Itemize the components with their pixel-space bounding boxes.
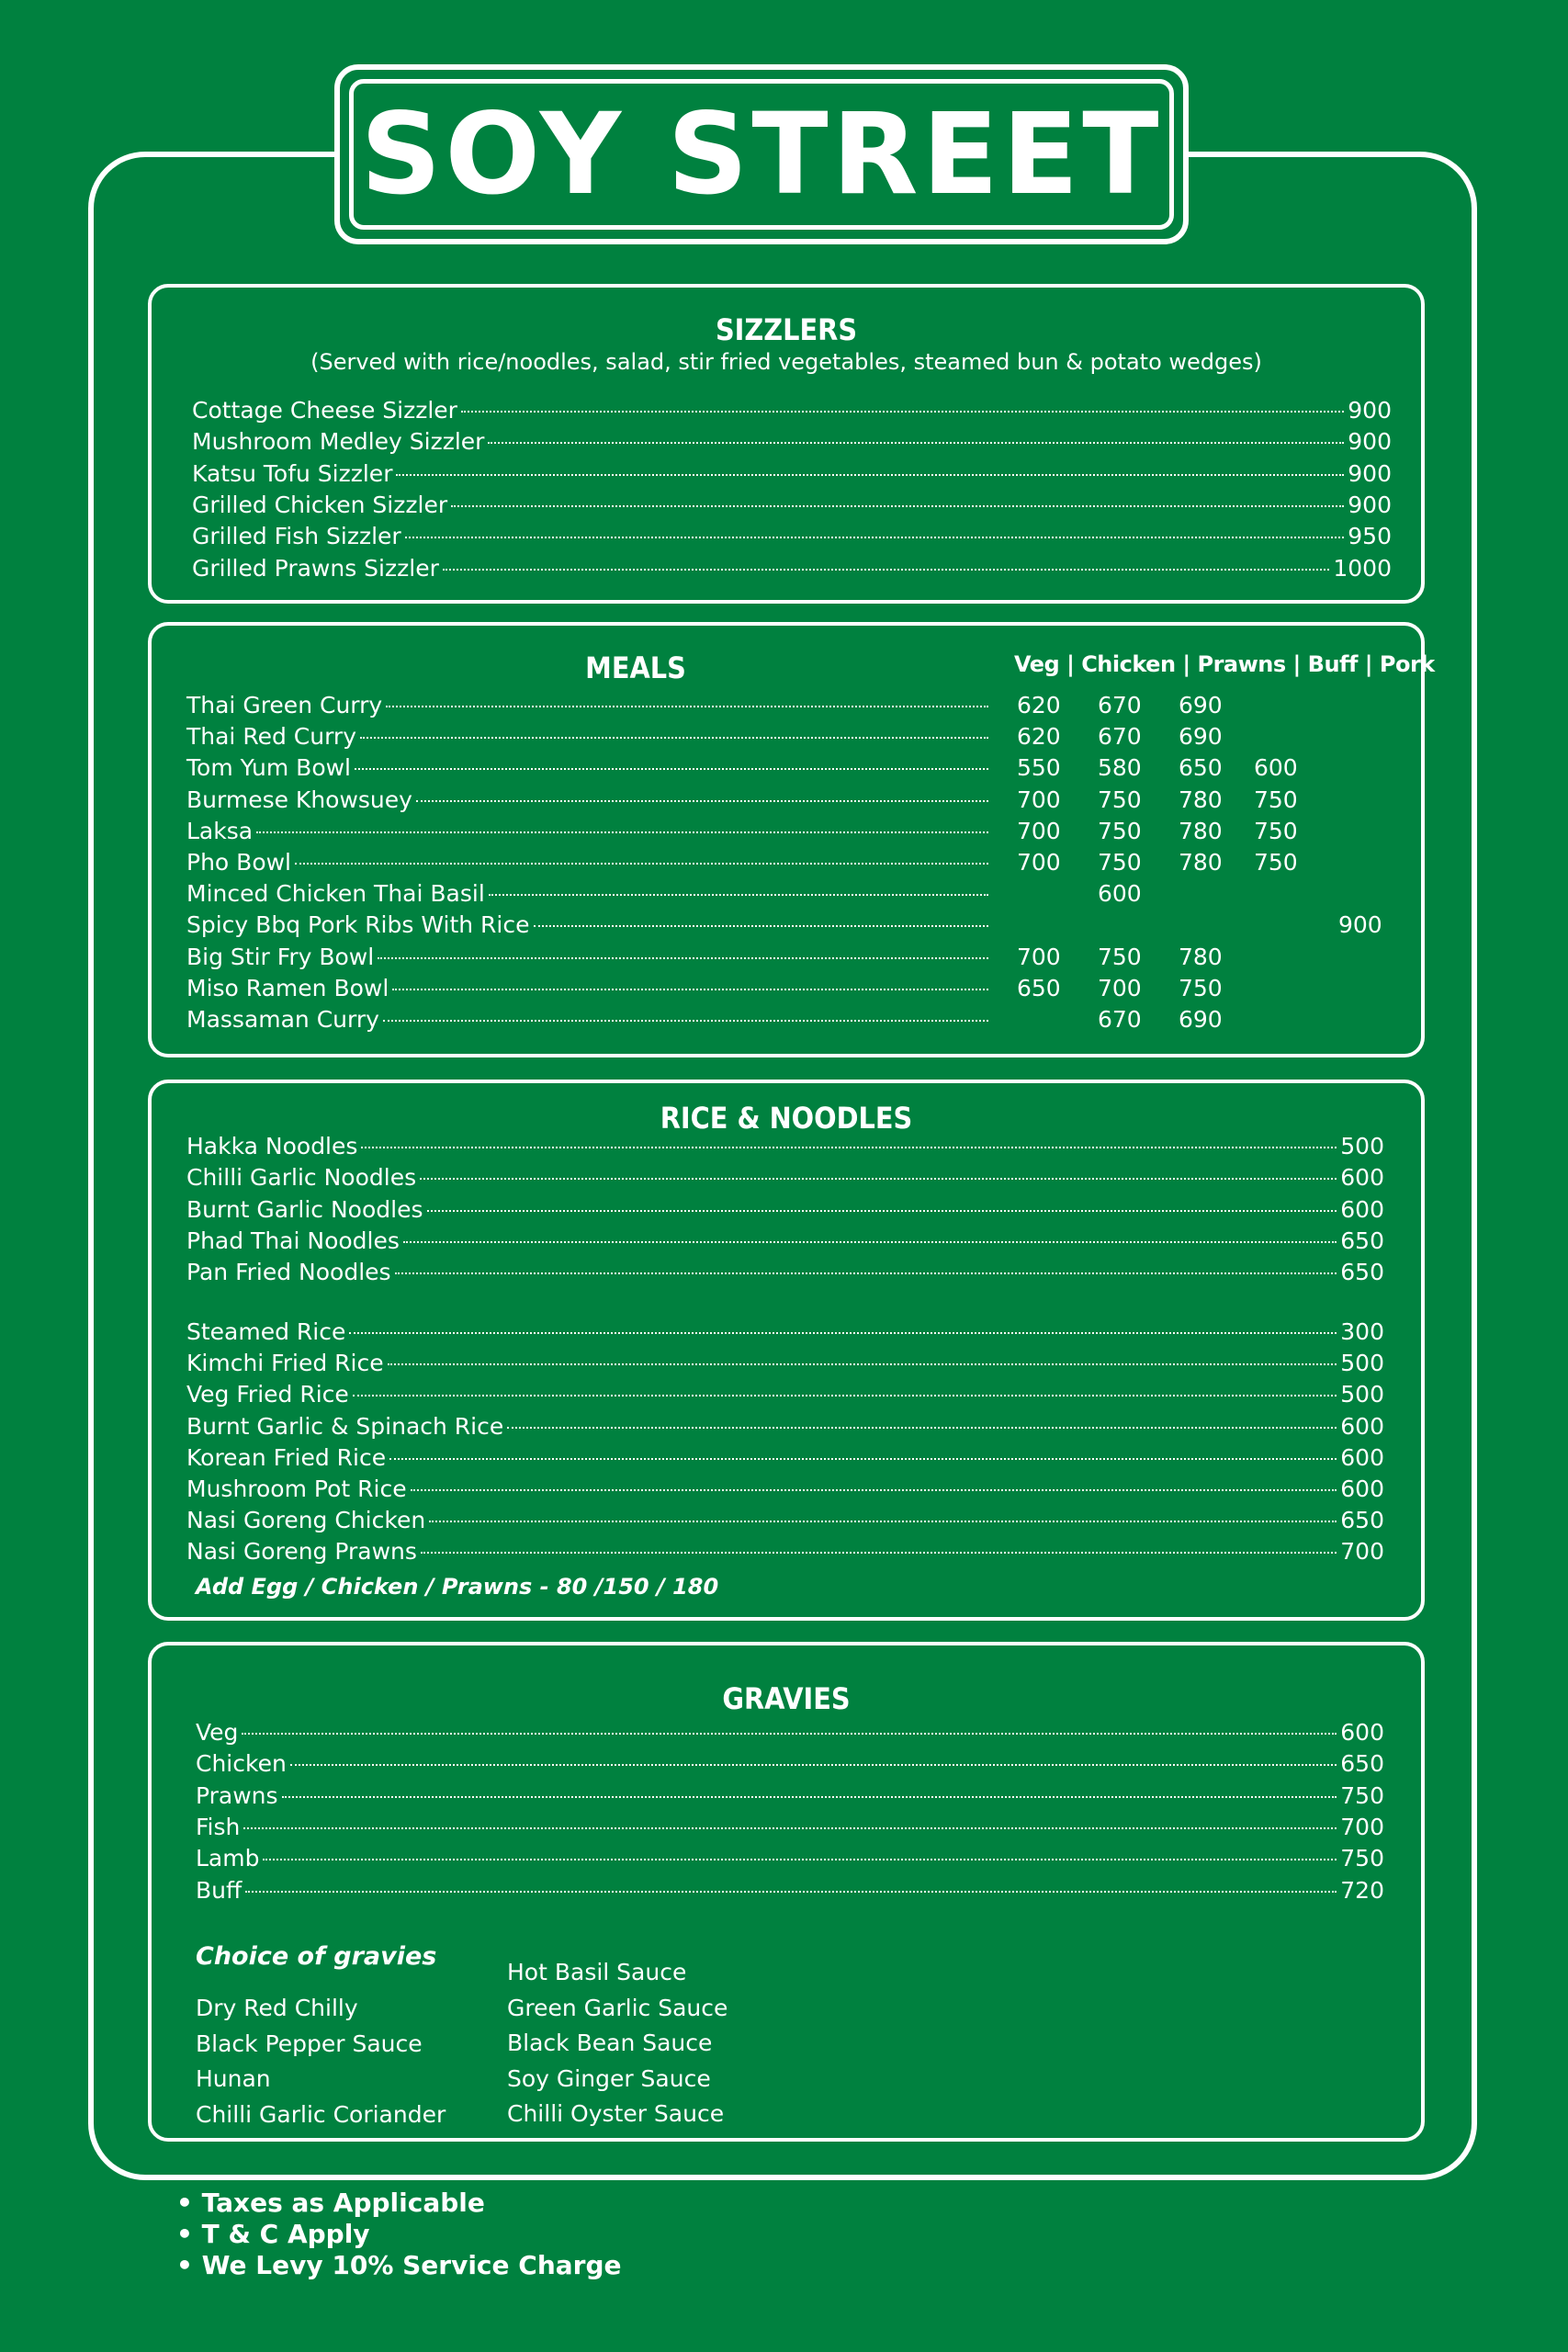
meals-title: MEALS xyxy=(585,650,686,685)
item-name: Pho Bowl xyxy=(186,849,292,876)
meal-row xyxy=(186,910,988,941)
meal-row xyxy=(186,816,988,847)
dot-leader xyxy=(421,1552,1337,1554)
price-chicken: 670 xyxy=(1098,692,1142,718)
menu-row xyxy=(196,1812,1384,1843)
dot-leader xyxy=(507,1427,1337,1429)
item-price: 900 xyxy=(1348,491,1392,518)
meal-row xyxy=(186,973,988,1004)
item-name: Miso Ramen Bowl xyxy=(186,974,389,1001)
gravy-choice: Dry Red Chilly xyxy=(196,1995,358,2021)
item-name: Veg Fried Rice xyxy=(186,1381,349,1408)
price-prawns: 780 xyxy=(1179,786,1223,813)
menu-row xyxy=(196,1843,1384,1874)
price-chicken: 670 xyxy=(1098,1006,1142,1033)
price-chicken: 750 xyxy=(1098,786,1142,813)
item-price: 950 xyxy=(1348,523,1392,550)
menu-row xyxy=(186,1131,1384,1162)
menu-row xyxy=(186,1379,1384,1410)
price-buff: 750 xyxy=(1254,849,1298,876)
item-name: Katsu Tofu Sizzler xyxy=(192,459,393,487)
item-name: Mushroom Pot Rice xyxy=(186,1476,407,1502)
item-price: 900 xyxy=(1348,397,1392,424)
gravy-choice: Chilli Oyster Sauce xyxy=(507,2100,725,2127)
dot-leader xyxy=(388,1363,1337,1365)
price-chicken: 750 xyxy=(1098,943,1142,970)
dot-leader xyxy=(403,1241,1337,1243)
menu-row xyxy=(192,458,1392,490)
price-veg: 620 xyxy=(1017,723,1061,751)
item-name: Thai Red Curry xyxy=(186,723,356,751)
brand-logo-inner xyxy=(349,79,1174,230)
item-name: Cottage Cheese Sizzler xyxy=(192,397,457,424)
meal-row xyxy=(186,1004,988,1035)
item-price: 300 xyxy=(1340,1318,1384,1345)
item-price: 650 xyxy=(1340,1507,1384,1534)
item-price: 500 xyxy=(1340,1381,1384,1408)
dot-leader xyxy=(411,1489,1337,1491)
item-price: 900 xyxy=(1348,459,1392,487)
dot-leader xyxy=(451,505,1344,507)
item-price: 600 xyxy=(1340,1412,1384,1440)
item-price: 700 xyxy=(1340,1538,1384,1566)
item-name: Kimchi Fried Rice xyxy=(186,1350,384,1377)
item-name: Big Stir Fry Bowl xyxy=(186,943,375,970)
gravy-choice: Chilli Garlic Coriander xyxy=(196,2100,446,2128)
menu-row xyxy=(196,1781,1384,1812)
footer-note: • Taxes as Applicable xyxy=(176,2188,485,2218)
item-name: Minced Chicken Thai Basil xyxy=(186,880,485,908)
price-chicken: 670 xyxy=(1098,723,1142,751)
menu-row xyxy=(186,1257,1384,1288)
item-price: 650 xyxy=(1340,1227,1384,1254)
item-price: 750 xyxy=(1340,1845,1384,1872)
gravies-section xyxy=(148,1642,1425,2142)
price-veg: 620 xyxy=(1017,692,1061,718)
menu-row xyxy=(186,1411,1384,1442)
price-prawns: 780 xyxy=(1179,943,1223,970)
price-pork: 900 xyxy=(1338,911,1382,939)
sizzlers-section xyxy=(148,284,1425,604)
menu-row xyxy=(192,490,1392,521)
price-chicken: 600 xyxy=(1098,880,1142,908)
item-price: 600 xyxy=(1340,1195,1384,1223)
meals-section xyxy=(148,622,1435,1057)
item-price: 500 xyxy=(1340,1133,1384,1159)
addon-note: Add Egg / Chicken / Prawns - 80 /150 / 180 xyxy=(196,1574,719,1600)
item-name: Chilli Garlic Noodles xyxy=(186,1164,417,1192)
gravy-choice: Hunan xyxy=(196,2065,271,2092)
dot-leader xyxy=(392,989,988,990)
dot-leader xyxy=(488,442,1344,444)
price-prawns: 780 xyxy=(1179,849,1223,876)
price-prawns: 650 xyxy=(1179,754,1223,782)
dot-leader xyxy=(389,1458,1337,1460)
item-price: 750 xyxy=(1340,1781,1384,1809)
item-name: Grilled Fish Sizzler xyxy=(192,523,401,550)
item-name: Hakka Noodles xyxy=(186,1133,358,1159)
price-chicken: 750 xyxy=(1098,817,1142,844)
gravy-choice: Green Garlic Sauce xyxy=(507,1994,728,2021)
footer-note: • We Levy 10% Service Charge xyxy=(176,2250,622,2280)
price-veg: 650 xyxy=(1017,974,1061,1001)
dot-leader xyxy=(263,1859,1337,1860)
price-chicken: 750 xyxy=(1098,849,1142,876)
dot-leader xyxy=(243,1827,1337,1829)
dot-leader xyxy=(427,1210,1337,1212)
gravy-choice: Soy Ginger Sauce xyxy=(507,2064,711,2092)
menu-row xyxy=(192,521,1392,552)
price-prawns: 690 xyxy=(1179,692,1223,718)
menu-row xyxy=(186,1505,1384,1536)
item-name: Spicy Bbq Pork Ribs With Rice xyxy=(186,911,530,939)
menu-row xyxy=(186,1348,1384,1379)
rice-noodles-section xyxy=(148,1080,1425,1621)
price-buff: 750 xyxy=(1254,786,1298,813)
item-price: 500 xyxy=(1340,1350,1384,1377)
item-price: 600 xyxy=(1340,1164,1384,1192)
item-name: Buff xyxy=(196,1876,243,1904)
item-name: Nasi Goreng Chicken xyxy=(186,1507,426,1534)
item-name: Thai Green Curry xyxy=(186,692,383,718)
dot-leader xyxy=(534,925,989,927)
dot-leader xyxy=(242,1733,1337,1735)
price-veg: 550 xyxy=(1017,754,1061,782)
brand-logo xyxy=(334,64,1189,244)
menu-row xyxy=(196,1748,1384,1780)
item-price: 600 xyxy=(1340,1719,1384,1746)
menu-row xyxy=(186,1317,1384,1348)
item-name: Fish xyxy=(196,1813,241,1840)
item-name: Burnt Garlic Noodles xyxy=(186,1195,423,1223)
meals-column-header: Veg | Chicken | Prawns | Buff | Pork xyxy=(1014,651,1435,677)
item-name: Chicken xyxy=(196,1750,287,1778)
item-name: Korean Fried Rice xyxy=(186,1443,387,1471)
price-prawns: 780 xyxy=(1179,817,1223,844)
dot-leader xyxy=(245,1891,1337,1893)
dot-leader xyxy=(361,1147,1337,1148)
item-price: 650 xyxy=(1340,1750,1384,1778)
dot-leader xyxy=(396,474,1344,476)
item-price: 900 xyxy=(1348,428,1392,456)
item-name: Pan Fried Noodles xyxy=(186,1259,391,1286)
item-price: 720 xyxy=(1340,1876,1384,1904)
item-price: 600 xyxy=(1340,1443,1384,1471)
dot-leader xyxy=(349,1332,1337,1334)
item-price: 650 xyxy=(1340,1259,1384,1286)
price-buff: 750 xyxy=(1254,817,1298,844)
item-name: Mushroom Medley Sizzler xyxy=(192,428,485,456)
price-veg: 700 xyxy=(1017,817,1061,844)
item-price: 700 xyxy=(1340,1813,1384,1840)
meal-row xyxy=(186,785,988,816)
item-name: Phad Thai Noodles xyxy=(186,1227,400,1254)
choice-of-gravies-title: Choice of gravies xyxy=(196,1942,437,1971)
menu-row xyxy=(186,1442,1384,1474)
gravy-choice: Black Bean Sauce xyxy=(507,2030,713,2056)
item-name: Lamb xyxy=(196,1845,260,1872)
price-veg: 700 xyxy=(1017,943,1061,970)
item-name: Nasi Goreng Prawns xyxy=(186,1538,417,1566)
item-name: Burmese Khowsuey xyxy=(186,786,412,813)
menu-row xyxy=(192,395,1392,426)
menu-row xyxy=(186,1536,1384,1567)
meal-row xyxy=(186,942,988,973)
item-name: Grilled Prawns Sizzler xyxy=(192,554,439,582)
sizzlers-title: SIZZLERS xyxy=(715,312,858,347)
menu-row xyxy=(192,426,1392,458)
gravy-choice: Black Pepper Sauce xyxy=(196,2030,423,2057)
price-veg: 700 xyxy=(1017,849,1061,876)
item-price: 1000 xyxy=(1333,554,1392,582)
dot-leader xyxy=(355,768,988,770)
price-prawns: 690 xyxy=(1179,723,1223,751)
price-prawns: 690 xyxy=(1179,1006,1223,1033)
sizzlers-subtitle: (Served with rice/noodles, salad, stir fried vegetables, steamed bun & potato wedges) xyxy=(310,349,1262,375)
dot-leader xyxy=(290,1764,1337,1766)
dot-leader xyxy=(256,831,988,833)
menu-row xyxy=(186,1474,1384,1505)
gravies-title: GRAVIES xyxy=(722,1681,851,1716)
dot-leader xyxy=(295,863,988,865)
dot-leader xyxy=(489,894,988,896)
dot-leader xyxy=(282,1796,1337,1798)
menu-row xyxy=(196,1875,1384,1906)
meal-row xyxy=(186,721,988,752)
menu-row xyxy=(186,1162,1384,1193)
item-name: Prawns xyxy=(196,1781,278,1809)
dot-leader xyxy=(416,800,988,802)
meal-row xyxy=(186,878,988,910)
brand-name: SOY STREET xyxy=(360,89,1163,220)
rice-noodles-title: RICE & NOODLES xyxy=(660,1101,913,1136)
dot-leader xyxy=(383,1020,988,1022)
dot-leader xyxy=(353,1395,1337,1396)
item-name: Steamed Rice xyxy=(186,1318,346,1345)
dot-leader xyxy=(461,411,1344,413)
item-name: Burnt Garlic & Spinach Rice xyxy=(186,1412,504,1440)
item-name: Veg xyxy=(196,1719,239,1746)
dot-leader xyxy=(420,1178,1337,1180)
menu-row xyxy=(186,1194,1384,1226)
dot-leader xyxy=(360,737,988,739)
meal-row xyxy=(186,752,988,784)
meal-row xyxy=(186,847,988,878)
meal-row xyxy=(186,690,988,721)
menu-row xyxy=(196,1717,1384,1748)
item-name: Massaman Curry xyxy=(186,1006,379,1033)
price-chicken: 580 xyxy=(1098,754,1142,782)
price-veg: 700 xyxy=(1017,786,1061,813)
dot-leader xyxy=(405,537,1344,538)
item-name: Tom Yum Bowl xyxy=(186,754,352,782)
dot-leader xyxy=(386,706,988,707)
footer-note: • T & C Apply xyxy=(176,2219,370,2249)
item-name: Laksa xyxy=(186,817,254,844)
dot-leader xyxy=(378,957,988,959)
price-chicken: 700 xyxy=(1098,974,1142,1001)
item-price: 600 xyxy=(1340,1476,1384,1502)
gravy-choice: Hot Basil Sauce xyxy=(507,1959,687,1985)
item-name: Grilled Chicken Sizzler xyxy=(192,491,448,518)
dot-leader xyxy=(443,569,1330,571)
menu-row xyxy=(186,1226,1384,1257)
price-buff: 600 xyxy=(1254,754,1298,782)
price-prawns: 750 xyxy=(1179,974,1223,1001)
menu-row xyxy=(192,553,1392,584)
dot-leader xyxy=(395,1272,1337,1274)
dot-leader xyxy=(429,1521,1337,1522)
